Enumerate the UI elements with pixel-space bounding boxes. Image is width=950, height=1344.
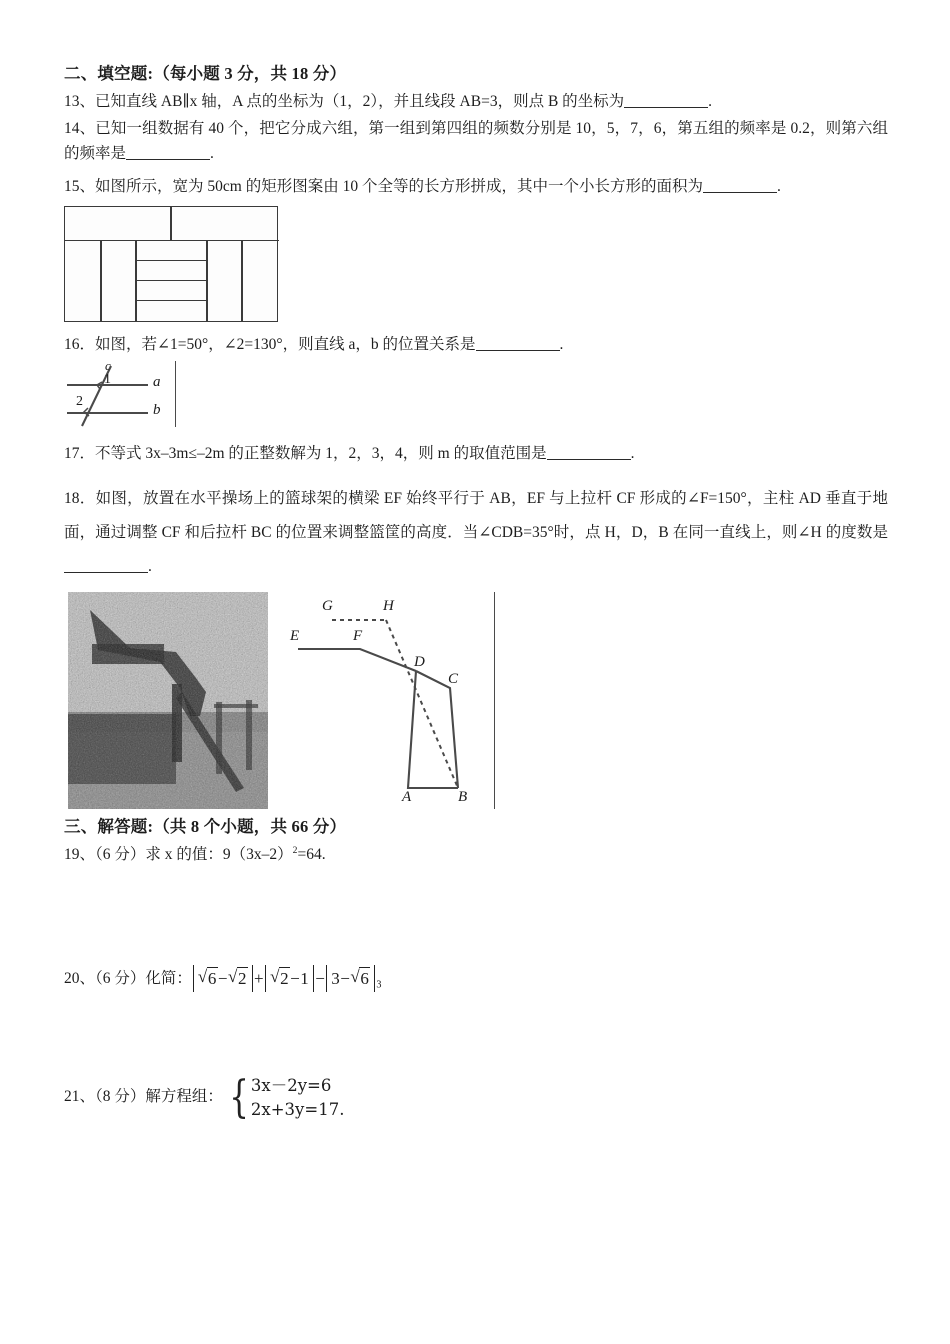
label-point-G: G <box>322 598 333 615</box>
tile-divider-v-topmid <box>170 207 172 240</box>
sqrt-6-b: √ 6 <box>350 966 370 991</box>
question-20-text: 化简： <box>145 970 192 988</box>
question-19 <box>64 842 888 867</box>
segment-DC-CB <box>416 671 458 788</box>
minus-3: − <box>340 969 351 989</box>
question-16-period: . <box>559 335 564 353</box>
label-point-A: A <box>402 789 412 806</box>
question-19-exponent: 2 <box>292 844 298 856</box>
label-angle-2: 2 <box>76 393 83 409</box>
question-20-number: 20、 <box>64 970 96 988</box>
question-18-number: 18． <box>64 489 96 507</box>
question-13-answer-blank[interactable] <box>624 92 708 108</box>
tile-divider-v-3 <box>206 240 208 321</box>
label-angle-1: 1 <box>104 371 111 387</box>
label-point-B: B <box>458 789 468 806</box>
question-20-trailing-subscript: 3 <box>376 979 382 991</box>
question-17 <box>64 441 888 466</box>
question-15-answer-blank[interactable] <box>703 178 777 194</box>
tile-divider-h-1 <box>135 260 206 262</box>
question-20 <box>64 965 888 994</box>
abs-term-2 <box>265 965 314 992</box>
question-13-number: 13、 <box>64 93 96 111</box>
system-brace: { <box>229 1071 249 1123</box>
question-15-period: . <box>776 178 781 196</box>
label-point-H: H <box>383 598 394 615</box>
label-point-C: C <box>448 671 459 688</box>
section-heading-solve: 三、解答题:（共 8 个小题，共 66 分） <box>64 817 347 837</box>
question-19-number: 19、 <box>64 846 96 864</box>
equation-line-1: 3x－2y=6 <box>250 1076 332 1096</box>
tile-divider-v-1 <box>100 240 102 321</box>
question-18 <box>64 482 888 584</box>
sqrt-6-a: √ 6 <box>198 966 218 991</box>
question-13-period: . <box>708 93 713 111</box>
section-heading-fill-in: 二、填空题:（每小题 3 分，共 18 分） <box>64 64 347 83</box>
question-18-text: 如图，放置在水平操场上的篮球架的横梁 EF 始终平行于 AB，EF 与上拉杆 CF 形成的∠F=150°，主柱 AD 垂直于地面，通过调整 CF 和后拉杆 BC 的位置来调整篮筐的高度．当∠CDB=35°时，点 H，D，B 在同一直线上，则∠H 的度数是 <box>64 489 888 541</box>
question-14 <box>64 116 888 166</box>
tile-divider-h-top <box>65 240 279 242</box>
question-21-score: （8 分） <box>95 1088 146 1106</box>
sqrt-2-a: √ 2 <box>228 966 248 991</box>
label-line-b: b <box>153 401 161 418</box>
minus-1: − <box>217 969 229 989</box>
abs-term-1 <box>193 965 253 992</box>
minus-2: − <box>290 969 301 989</box>
label-line-c: c <box>105 357 111 373</box>
page-content <box>64 62 888 1123</box>
question-15-number: 15、 <box>64 178 96 196</box>
question-18-period: . <box>148 557 152 575</box>
figure-tiled-rectangles <box>64 206 278 322</box>
question-14-text: 已知一组数据有 40 个，把它分成六组，第一组到第四组的频数分别是 10，5，7，6，第五组的频率是 0.2，则第六组的频率是 <box>64 120 888 163</box>
abs-term-3 <box>326 965 375 992</box>
system-equations <box>251 1074 345 1121</box>
answer-space-20 <box>64 996 888 1074</box>
hoop-geometry-svg <box>290 592 472 809</box>
question-15-text: 如图所示，宽为 50cm 的矩形图案由 10 个全等的长方形拼成，其中一个小长方形的面积为 <box>95 178 703 196</box>
tile-divider-v-4 <box>241 240 243 321</box>
photo-basketball-hoop-svg <box>68 592 268 809</box>
operator-plus: + <box>254 969 265 989</box>
question-20-expression <box>192 965 382 994</box>
question-14-answer-blank[interactable] <box>126 145 210 161</box>
question-21-text: 解方程组： <box>145 1088 223 1106</box>
question-17-number: 17． <box>64 444 96 462</box>
figure-row-basketball-hoop <box>64 592 888 809</box>
label-point-F: F <box>353 628 363 645</box>
question-20-score: （6 分） <box>95 970 146 988</box>
question-15 <box>64 174 888 199</box>
photo-basketball-hoop <box>68 592 268 809</box>
question-16-text: 如图，若∠1=50°，∠2=130°，则直线 a，b 的位置关系是 <box>95 335 476 353</box>
segment-EF-FD <box>298 649 416 671</box>
question-21-number: 21、 <box>64 1088 96 1106</box>
question-21-system <box>225 1071 345 1123</box>
one-literal: 1 <box>300 969 310 989</box>
question-17-text: 不等式 3x–3m≤–2m 的正整数解为 1，2，3，4，则 m 的取值范围是 <box>95 444 547 462</box>
question-13-text: 已知直线 AB∥x 轴，A 点的坐标为（1，2），并且线段 AB=3，则点 B 的坐标为 <box>95 93 625 111</box>
question-13 <box>64 89 888 114</box>
question-18-answer-blank[interactable] <box>64 557 148 573</box>
question-16-answer-blank[interactable] <box>476 335 560 351</box>
sqrt-2-b: √ 2 <box>270 966 290 991</box>
question-19-text-end: =64. <box>297 846 326 864</box>
question-19-score: （6 分） <box>95 846 146 864</box>
question-17-period: . <box>630 444 635 462</box>
label-point-E: E <box>290 628 300 645</box>
question-16 <box>64 332 888 357</box>
question-19-text: 求 x 的值：9（3x–2） <box>145 846 293 864</box>
question-14-period: . <box>210 145 214 163</box>
three-literal: 3 <box>331 969 341 989</box>
answer-space-19 <box>64 869 888 965</box>
question-17-answer-blank[interactable] <box>547 444 631 460</box>
question-14-number: 14、 <box>64 120 96 138</box>
tile-divider-h-3 <box>135 300 206 302</box>
label-line-a: a <box>153 373 161 390</box>
question-21 <box>64 1071 888 1123</box>
tile-divider-h-2 <box>135 280 206 282</box>
operator-minus: − <box>315 969 326 989</box>
equation-line-2: 2x+3y=17. <box>250 1099 345 1119</box>
label-point-D: D <box>414 654 425 671</box>
segment-HDB-dashed <box>386 620 458 788</box>
figure-parallel-lines <box>64 357 176 427</box>
question-16-number: 16． <box>64 335 96 353</box>
diagram-basketball-hoop-geometry <box>290 592 495 809</box>
